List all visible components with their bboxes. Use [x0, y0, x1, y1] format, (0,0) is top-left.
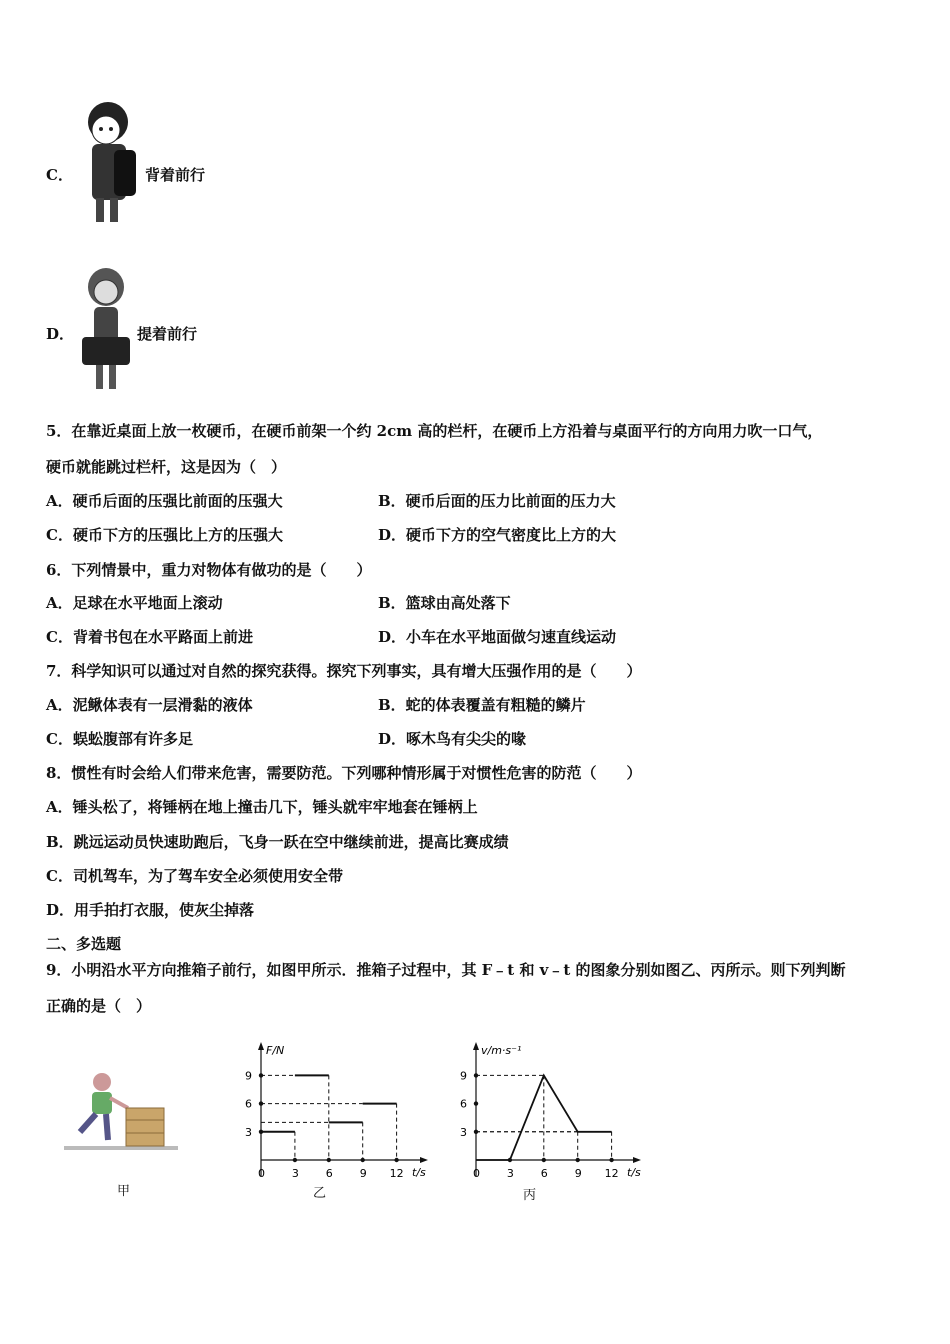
x-axis-label: t/s: [627, 1166, 641, 1179]
q5-option-a: A．硬币后面的压强比前面的压强大: [46, 492, 283, 510]
figure-bing-caption: 丙: [523, 1188, 537, 1203]
q6-option-b: B．篮球由高处落下: [378, 594, 511, 612]
x-tick-label: 12: [389, 1167, 404, 1180]
f-t-chart: [238, 1040, 438, 1190]
y-tick-label: 9: [460, 1069, 467, 1083]
x-tick-label: 3: [291, 1167, 299, 1180]
x-axis-label: t/s: [412, 1166, 426, 1179]
q5-option-c: C．硬币下方的压强比上方的压强大: [46, 526, 283, 544]
y-tick-dot: [474, 1101, 478, 1105]
y-axis-arrow: [258, 1042, 264, 1050]
x-tick-label: 0: [473, 1167, 480, 1180]
q8-option-d: D．用手拍打衣服，使灰尘掉落: [46, 901, 255, 919]
figure-yi-caption: 乙: [313, 1186, 327, 1201]
figure-jia-caption: 甲: [117, 1184, 131, 1199]
q8-option-a: A．锤头松了，将锤柄在地上撞击几下，锤头就牢牢地套在锤柄上: [46, 798, 478, 816]
x-tick-label: 9: [574, 1167, 582, 1180]
x-axis-arrow: [420, 1157, 428, 1163]
backpack-child-figure: [78, 100, 140, 230]
section-heading: 二、多选题: [46, 935, 122, 953]
q7-option-d: D．啄木鸟有尖尖的喙: [378, 730, 527, 748]
q8-option-b: B．跳远运动员快速助跑后，飞身一跃在空中继续前进，提高比赛成绩: [46, 833, 509, 851]
q8-option-c: C．司机驾车，为了驾车安全必须使用安全带: [46, 867, 343, 885]
x-tick-label: 0: [258, 1167, 265, 1180]
y-tick-label: 6: [460, 1097, 467, 1111]
x-tick-label: 9: [359, 1167, 367, 1180]
option-d-text: 提着前行: [137, 325, 198, 343]
y-tick-label: 6: [245, 1097, 252, 1111]
option-c-letter: C．: [46, 166, 73, 184]
y-axis-arrow: [473, 1042, 479, 1050]
q6-stem: 6．下列情景中，重力对物体有做功的是（ ）: [46, 561, 372, 579]
x-axis-arrow: [633, 1157, 641, 1163]
q7-stem: 7．科学知识可以通过对自然的探究获得。探究下列事实，具有增大压强作用的是（ ）: [46, 662, 642, 680]
option-d-letter: D．: [46, 325, 75, 343]
q7-option-c: C．蜈蚣腹部有许多足: [46, 730, 193, 748]
x-tick-label: 12: [604, 1167, 619, 1180]
option-c-text: 背着前行: [145, 166, 206, 184]
q5-option-d: D．硬币下方的空气密度比上方的大: [378, 526, 617, 544]
q5-stem-line2: 硬币就能跳过栏杆，这是因为（ ）: [46, 458, 287, 476]
y-tick-label: 3: [245, 1125, 252, 1139]
x-tick-label: 6: [325, 1167, 333, 1180]
q9-stem-line1: 9．小明沿水平方向推箱子前行，如图甲所示．推箱子过程中，其 F﹣t 和 v﹣t 的图象分别如图乙、丙所示。则下列判断: [46, 961, 846, 979]
q7-option-b: B．蛇的体表覆盖有粗糙的鳞片: [378, 696, 586, 714]
q5-stem-line1: 5．在靠近桌面上放一枚硬币，在硬币前架一个约 2cm 高的栏杆，在硬币上方沿着与桌面平行的方向用力吹一口气，: [46, 422, 823, 440]
y-tick-label: 3: [460, 1125, 467, 1139]
q6-option-d: D．小车在水平地面做匀速直线运动: [378, 628, 617, 646]
y-tick-label: 9: [245, 1069, 252, 1083]
q7-option-a: A．泥鳅体表有一层滑黏的液体: [46, 696, 253, 714]
y-axis-label: v/m·s⁻¹: [481, 1044, 522, 1057]
boy-pushing-box-figure: [62, 1070, 180, 1162]
x-tick-label: 6: [540, 1167, 548, 1180]
x-tick-label: 3: [506, 1167, 514, 1180]
y-axis-label: F/N: [266, 1044, 285, 1057]
q9-stem-line2: 正确的是（ ）: [46, 997, 152, 1015]
q8-stem: 8．惯性有时会给人们带来危害，需要防范。下列哪种情形属于对惯性危害的防范（ ）: [46, 764, 642, 782]
carry-child-figure: [76, 265, 136, 397]
q6-option-c: C．背着书包在水平路面上前进: [46, 628, 253, 646]
q6-option-a: A．足球在水平地面上滚动: [46, 594, 223, 612]
v-t-chart: [455, 1040, 655, 1190]
q5-option-b: B．硬币后面的压力比前面的压力大: [378, 492, 616, 510]
